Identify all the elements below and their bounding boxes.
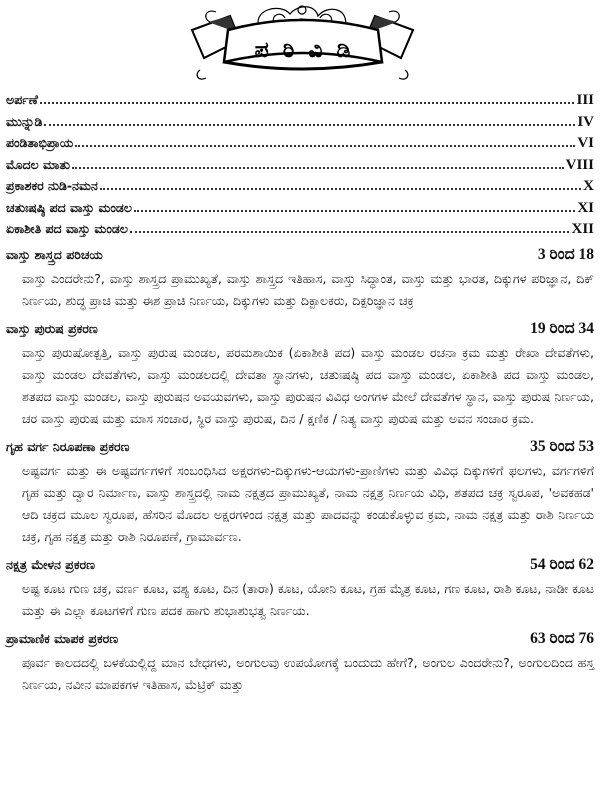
chapter-title: ಗೃಹ ವರ್ಗ ನಿರೂಪಣಾ ಪ್ರಕರಣ: [6, 439, 130, 454]
item-page: III: [576, 92, 594, 108]
item-page: VIII: [565, 156, 594, 173]
title-banner: [190, 0, 415, 88]
item-label: ಅರ್ಪಣೆ: [6, 92, 38, 107]
chapter-pages: 54 ರಿಂದ 62: [530, 556, 594, 573]
chapter-title: ನಕ್ಷತ್ರ ಮೇಳನ ಪ್ರಕರಣ: [6, 557, 95, 572]
dot-leader: [130, 231, 570, 233]
chapter-summary: ಅಷ್ಟವರ್ಗ ಮತ್ತು ಈ ಅಷ್ಟವರ್ಗಗಳಿಗೆ ಸಂಬಂಧಿಸಿದ ಅಕ್ಷರಗಳು-ದಿಕ್ಕುಗಳು-ಆಯಗಳು-ಪ್ರಾಣಿಗಳು ಮತ್ತು ವಿವಿಧ ದಿಕ್ಕುಗಳಿಗೆ ಫಲಗಳು, ವರ್ಗಗಳಿಗೆ ಗೃಹ ಮತ್ತು ದ್ವಾರ ನಿರ್ಮಾಣ, ವಾಸ್ತು ಶಾಸ್ತ್ರದಲ್ಲಿ ನಾಮ ನಕ್ಷತ್ರದ ಪ್ರಾಮುಖ್ಯತೆ, ನಾಮ ನಕ್ಷತ್ರ ನಿರ್ಣಯ ವಿಧಿ, ಶತಪದ ಚಕ್ರ ಸ್ವರೂಪ, 'ಅವಕಹಡ' ಆದಿ ಚಕ್ರದ ಮೂಲ ಸ್ವರೂಪ, ಹೆಸರಿನ ಮೊದಲ ಅಕ್ಷರಗಳಿಂದ ನಕ್ಷತ್ರ ಮತ್ತು ಪಾದವನ್ನು ಕಂಡುಕೊಳ್ಳುವ ಕ್ರಮ, ನಾಮ ನಕ್ಷತ್ರ ಮತ್ತು ರಾಶಿ ನಿರ್ಣಯ ಚಕ್ರ, ಗೃಹ ನಕ್ಷತ್ರ ಮತ್ತು ರಾಶಿ ನಿರೂಪಣೆ, ಗ್ರಾಮಾರ್ವಣ.: [22, 463, 594, 544]
chapter-summary: ಪೂರ್ವ ಕಾಲದದಲ್ಲಿ ಬಳಕೆಯಲ್ಲಿದ್ದ ಮಾನ ಬೇಧಗಳು, ಅಂಗುಲವು ಉಪಯೋಗಕ್ಕೆ ಬಂದುದು ಹೇಗೆ?, ಅಂಗುಲ ಎಂದರೇನು?, ಅಂಗುಲದಿಂದ ಹಸ್ತ ನಿರ್ಣಯ, ನವೀನ ಮಾಪಕಗಳ ಇತಿಹಾಸ, ಮೆಟ್ರಿಕ್ ಮತ್ತು: [22, 655, 594, 692]
dot-leader: [134, 210, 575, 212]
item-label: ಪ್ರಕಾಶಕರ ನುಡಿ-ನಮನ: [6, 178, 98, 193]
item-page: XI: [577, 199, 594, 216]
front-matter-item[interactable]: [6, 114, 594, 136]
front-matter-item[interactable]: [6, 135, 594, 157]
front-matter-item[interactable]: [6, 221, 594, 243]
front-matter-item[interactable]: [6, 178, 594, 200]
item-label: ಏಕಾಶೀತಿ ಪದ ವಾಸ್ತು ಮಂಡಲ: [6, 221, 128, 236]
chapter-entry[interactable]: [6, 556, 594, 622]
chapter-title: ವಾಸ್ತು ಶಾಸ್ತ್ರದ ಪರಿಚಯ: [6, 247, 103, 262]
item-page: XII: [571, 221, 594, 237]
chapter-entry[interactable]: [6, 438, 594, 548]
front-matter-item[interactable]: [6, 200, 594, 222]
item-page: X: [583, 178, 594, 194]
page-title: ಪರಿವಿಡಿ: [254, 38, 365, 63]
chapter-pages: 19 ರಿಂದ 34: [530, 320, 594, 337]
item-label: ಪಂಡಿತಾಭಿಪ್ರಾಯ: [6, 135, 74, 150]
dot-leader: [75, 145, 575, 147]
item-label: ಮೊದಲ ಮಾತು: [6, 156, 70, 172]
dot-leader: [44, 124, 575, 126]
chapter-title: ಪ್ರಾಮಾಣಿಕ ಮಾಪಕ ಪ್ರಕರಣ: [6, 631, 119, 646]
dot-leader: [72, 167, 564, 169]
item-page: VI: [577, 135, 594, 151]
chapter-pages: 35 ರಿಂದ 53: [530, 438, 594, 455]
chapter-summary: ವಾಸ್ತು ಎಂದರೇನು?, ವಾಸ್ತು ಶಾಸ್ತ್ರದ ಪ್ರಾಮುಖ್ಯತೆ, ವಾಸ್ತು ಶಾಸ್ತ್ರದ ಇತಿಹಾಸ, ವಾಸ್ತು ಸಿದ್ಧಾಂತ, ವಾಸ್ತು ಮತ್ತು ಭಾರತ, ದಿಕ್ಕುಗಳ ಪರಿಜ್ಞಾನ, ದಿಕ್ ನಿರ್ಣಯ, ಶುದ್ಧ ಪ್ರಾಚಿ ಮತ್ತು ಈಶ ಪ್ರಾಚಿ ನಿರ್ಣಯ, ದಿಕ್ಕುಗಳು ಮತ್ತು ದಿಕ್ಪಾಲಕರು, ದಿಕ್ಪರಿಜ್ಞಾನ ಚಕ್ರ: [22, 271, 594, 308]
chapter-entry[interactable]: [6, 246, 594, 312]
chapter-list: [6, 246, 594, 704]
item-label: ಮುನ್ನುಡಿ: [6, 113, 43, 129]
chapter-entry[interactable]: [6, 320, 594, 430]
dot-leader: [100, 188, 581, 190]
front-matter-item[interactable]: [6, 157, 594, 179]
chapter-pages: 3 ರಿಂದ 18: [537, 246, 594, 263]
dot-leader: [40, 102, 575, 104]
front-matter-list: [6, 92, 594, 243]
chapter-summary: ವಾಸ್ತು ಪುರುಷೋತ್ಪತ್ತಿ, ವಾಸ್ತು ಪುರುಷ ಮಂಡಲ, ಪರಮಶಾಯಿಕ (ಏಕಾಶೀತಿ ಪದ) ವಾಸ್ತು ಮಂಡಲ ರಚನಾ ಕ್ರಮ ಮತ್ತು ರೇಖಾ ದೇವತೆಗಳು, ವಾಸ್ತು ಮಂಡಲ ದೇವತೆಗಳು, ವಾಸ್ತು ಮಂಡಲದಲ್ಲಿ ದೇವತಾ ಸ್ಥಾನಗಳು, ಚತುಃಷಷ್ಠಿ ಪದ ವಾಸ್ತು ಮಂಡಲ, ಏಕಾಶೀತಿ ಪದ ವಾಸ್ತು ಮಂಡಲ, ಶತಪದ ವಾಸ್ತು ಮಂಡಲ, ವಾಸ್ತು ಪುರುಷನ ಅವಯವಗಳು, ವಾಸ್ತು ಪುರುಷನ ವಿವಿಧ ಅಂಗಗಳ ಮೇಲೆ ದೇವತೆಗಳ ಸ್ಥಾನ, ವಾಸ್ತು ಪುರುಷ ನಿರ್ಣಯ, ಚರ ವಾಸ್ತು ಪುರುಷ ಮತ್ತು ಮಾಸ ಸಂಚಾರ, ಸ್ಥಿರ ವಾಸ್ತು ಪುರುಷ, ದಿನ / ಕ್ಷಣಿಕ / ನಿತ್ಯ ವಾಸ್ತು ಪುರುಷ ಮತ್ತು ಅವನ ಸಂಚಾರ ಕ್ರಮ.: [22, 345, 594, 426]
front-matter-item[interactable]: [6, 92, 594, 114]
chapter-summary: ಅಷ್ಟ ಕೂಟ ಗುಣ ಚಕ್ರ, ವರ್ಣ ಕೂಟ, ವಶ್ಯ ಕೂಟ, ದಿನ (ತಾರಾ) ಕೂಟ, ಯೋನಿ ಕೂಟ, ಗ್ರಹ ಮೈತ್ರ ಕೂಟ, ಗಣ ಕೂಟ, ರಾಶಿ ಕೂಟ, ನಾಡೀ ಕೂಟ ಮತ್ತು ಈ ಎಲ್ಲಾ ಕೂಟಗಳಿಗೆ ಗುಣ ಪದಕ ಹಾಗು ಶುಭಾಶುಭತ್ವ ನಿರ್ಣಯ.: [22, 581, 594, 618]
chapter-entry[interactable]: [6, 630, 594, 696]
item-page: IV: [577, 113, 594, 130]
item-label: ಚತುಃಷಷ್ಠಿ ಪದ ವಾಸ್ತು ಮಂಡಲ: [6, 199, 132, 215]
chapter-title: ವಾಸ್ತು ಪುರುಷ ಪ್ರಕರಣ: [6, 321, 98, 336]
chapter-pages: 63 ರಿಂದ 76: [530, 630, 594, 647]
